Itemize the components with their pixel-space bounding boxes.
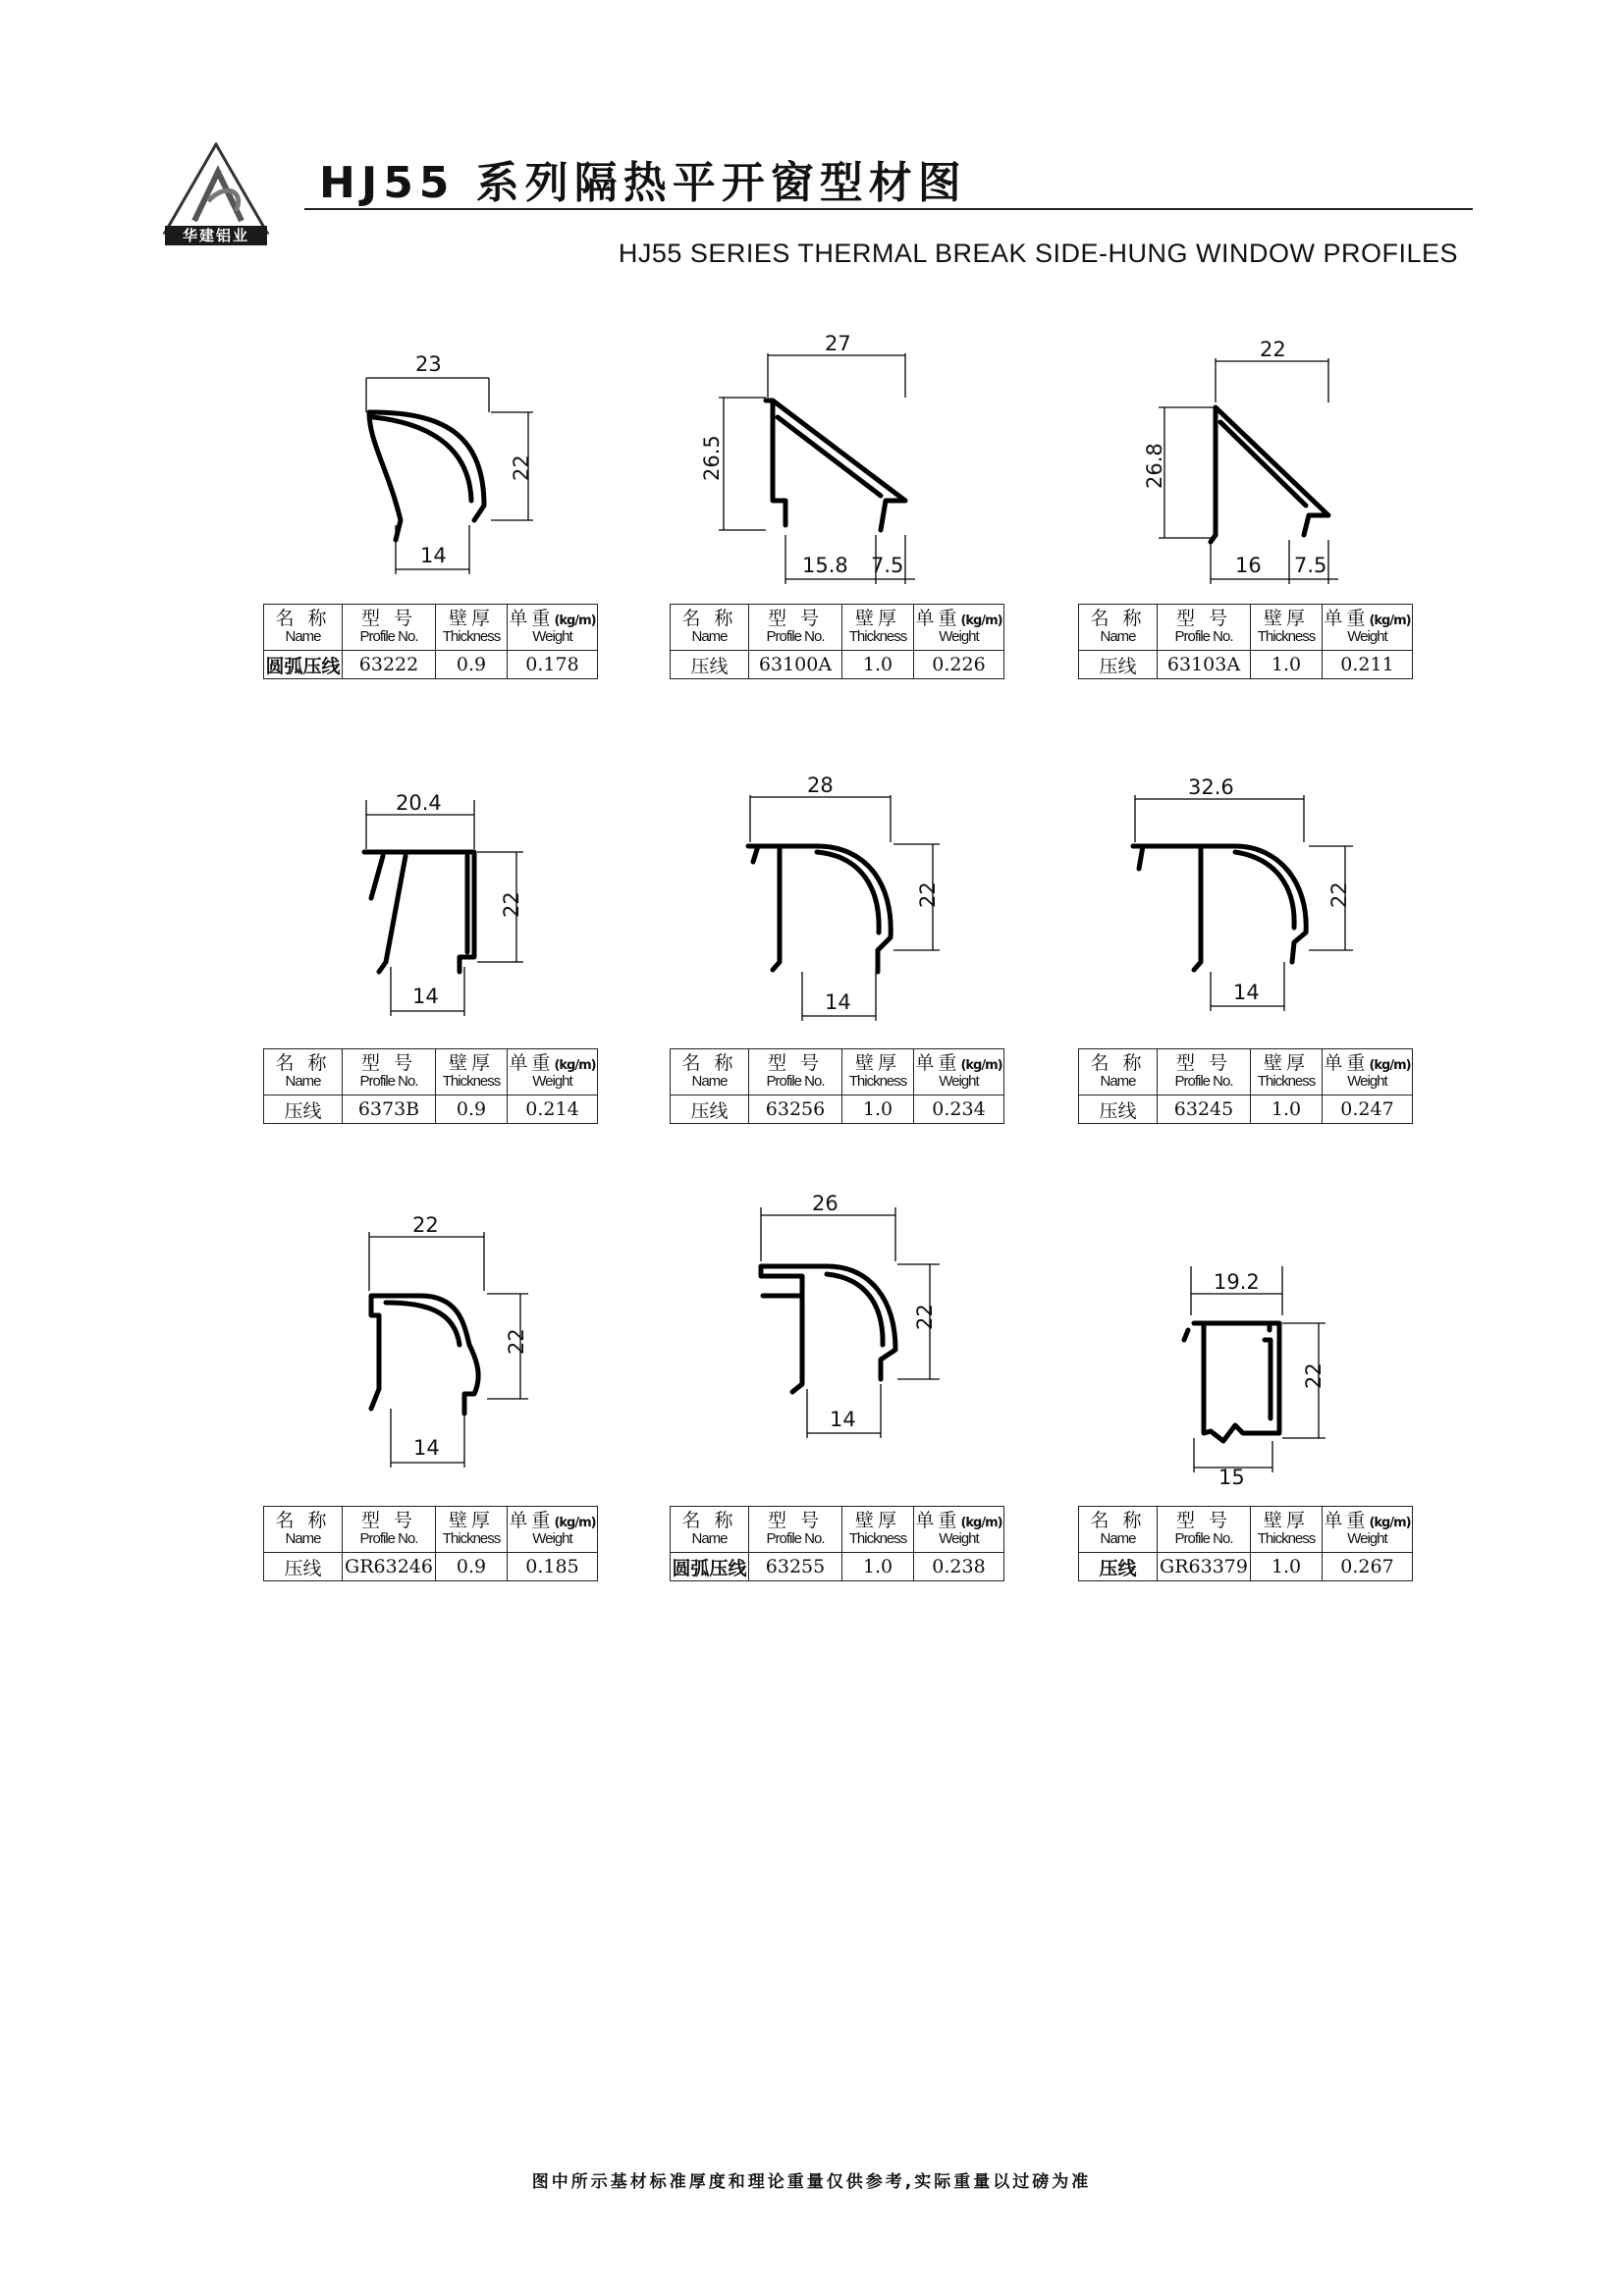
profile-number: 63103A [1158, 651, 1251, 679]
profile-thickness: 1.0 [842, 651, 914, 679]
dim-bottom: 15.8 [802, 554, 848, 577]
profile-card [1078, 775, 1412, 1217]
profile-name: 压线 [1079, 1095, 1158, 1124]
profile-thickness: 0.9 [436, 651, 508, 679]
profile-weight: 0.178 [508, 651, 598, 679]
dim-bottom-2: 7.5 [871, 554, 904, 577]
dim-bottom: 14 [412, 985, 439, 1008]
dim-width: 32.6 [1188, 775, 1234, 799]
profile-number: 6373B [343, 1095, 436, 1124]
profile-thickness: 1.0 [1251, 1095, 1323, 1124]
profile-weight: 0.214 [508, 1095, 598, 1124]
profile-card [670, 334, 1003, 775]
dim-bottom: 14 [830, 1408, 856, 1431]
dim-height: 22 [1327, 881, 1351, 908]
profile-name: 压线 [1079, 651, 1158, 679]
profile-thickness: 1.0 [1251, 651, 1323, 679]
dim-width: 20.4 [396, 791, 442, 815]
dim-bottom: 14 [825, 990, 851, 1014]
dim-height: 26.5 [700, 435, 724, 481]
profile-card [263, 1207, 597, 1649]
profile-weight: 0.234 [914, 1095, 1004, 1124]
profile-name: 压线 [264, 1095, 343, 1124]
profile-drawing [670, 775, 1003, 1041]
profile-drawing [670, 1192, 1003, 1482]
footer-note: 图中所示基材标准厚度和理论重量仅供参考,实际重量以过磅为准 [531, 2172, 1092, 2192]
profile-card [670, 775, 1003, 1217]
dim-width: 28 [807, 774, 834, 797]
dim-height: 22 [505, 1328, 528, 1355]
profile-thickness: 1.0 [842, 1553, 914, 1581]
profile-number: 63256 [749, 1095, 842, 1124]
profile-card [1078, 334, 1412, 775]
profile-thickness: 0.9 [436, 1553, 508, 1581]
spec-table: 名 称 Name 型 号 Profile No. 壁厚 Thickness 单重(kg/m) Weight 压线 63256 1.0 0.234 [670, 1048, 1004, 1124]
profile-number: GR63246 [343, 1553, 436, 1581]
spec-table: 名 称 Name 型 号 Profile No. 壁厚 Thickness 单重(kg/m) Weight 压线 63100A 1.0 0.226 [670, 604, 1004, 679]
profile-name: 压线 [1079, 1553, 1158, 1581]
profile-weight: 0.247 [1323, 1095, 1413, 1124]
profile-drawing [1078, 334, 1412, 599]
spec-table: 名 称 Name 型 号 Profile No. 壁厚 Thickness 单重(kg/m) Weight 压线 63103A 1.0 0.211 [1078, 604, 1413, 679]
logo-text: 华建铝业 [165, 226, 267, 245]
dim-height: 22 [913, 1304, 937, 1330]
profile-weight: 0.211 [1323, 651, 1413, 679]
profile-card [263, 775, 597, 1217]
profile-name: 压线 [671, 1095, 749, 1124]
profile-card [1078, 1207, 1412, 1649]
profile-number: 63222 [343, 651, 436, 679]
dim-height: 22 [500, 891, 523, 918]
profile-name: 压线 [264, 1553, 343, 1581]
dim-height: 22 [916, 881, 940, 908]
profile-drawing [263, 334, 597, 599]
profile-thickness: 1.0 [1251, 1553, 1323, 1581]
dim-height: 22 [510, 454, 533, 481]
profile-card [263, 334, 597, 775]
dim-bottom-2: 7.5 [1294, 554, 1327, 577]
page-title: HJ55 系列隔热平开窗型材图 [319, 158, 967, 208]
profile-drawing [1078, 775, 1412, 1041]
profile-drawing [670, 334, 1003, 599]
dim-width: 22 [1260, 338, 1286, 361]
dim-bottom: 16 [1235, 554, 1262, 577]
dim-width: 19.2 [1214, 1270, 1260, 1294]
dim-width: 27 [825, 332, 851, 355]
dim-width: 26 [812, 1192, 839, 1215]
profile-card [670, 1192, 1003, 1649]
profile-weight: 0.226 [914, 651, 1004, 679]
spec-table: 名 称 Name 型 号 Profile No. 壁厚 Thickness 单重(kg/m) Weight 压线 63245 1.0 0.247 [1078, 1048, 1413, 1124]
profile-drawing [1078, 1207, 1412, 1489]
profile-thickness: 0.9 [436, 1095, 508, 1124]
dim-bottom: 14 [420, 544, 447, 567]
spec-table: 名 称 Name 型 号 Profile No. 壁厚 Thickness 单重(kg/m) Weight 压线 6373B 0.9 0.214 [263, 1048, 598, 1124]
dim-height: 26.8 [1143, 443, 1166, 489]
profile-thickness: 1.0 [842, 1095, 914, 1124]
profile-weight: 0.185 [508, 1553, 598, 1581]
profile-drawing [263, 775, 597, 1041]
page-subtitle: HJ55 SERIES THERMAL BREAK SIDE-HUNG WINDOW PROFILES [618, 239, 1458, 268]
profile-name: 压线 [671, 651, 749, 679]
profile-number: GR63379 [1158, 1553, 1251, 1581]
profile-number: 63100A [749, 651, 842, 679]
profile-name: 圆弧压线 [264, 651, 343, 679]
dim-bottom: 14 [1233, 981, 1260, 1004]
header-rule [304, 208, 1473, 210]
dim-width: 22 [412, 1213, 439, 1237]
profile-number: 63245 [1158, 1095, 1251, 1124]
spec-table: 名 称 Name 型 号 Profile No. 壁厚 Thickness 单重(kg/m) Weight 压线 GR63246 0.9 0.185 [263, 1506, 598, 1581]
spec-table: 名 称 Name 型 号 Profile No. 壁厚 Thickness 单重(kg/m) Weight 圆弧压线 63222 0.9 0.178 [263, 604, 598, 679]
spec-table: 名 称 Name 型 号 Profile No. 壁厚 Thickness 单重(kg/m) Weight 压线 GR63379 1.0 0.267 [1078, 1506, 1413, 1581]
dim-bottom: 15 [1218, 1466, 1245, 1489]
dim-height: 22 [1302, 1362, 1325, 1389]
profile-drawing [263, 1207, 597, 1482]
profile-number: 63255 [749, 1553, 842, 1581]
profile-name: 圆弧压线 [671, 1553, 749, 1581]
profile-weight: 0.267 [1323, 1553, 1413, 1581]
spec-table: 名 称 Name 型 号 Profile No. 壁厚 Thickness 单重(kg/m) Weight 圆弧压线 63255 1.0 0.238 [670, 1506, 1004, 1581]
profile-weight: 0.238 [914, 1553, 1004, 1581]
dim-bottom: 14 [413, 1436, 440, 1460]
dim-width: 23 [415, 352, 442, 376]
